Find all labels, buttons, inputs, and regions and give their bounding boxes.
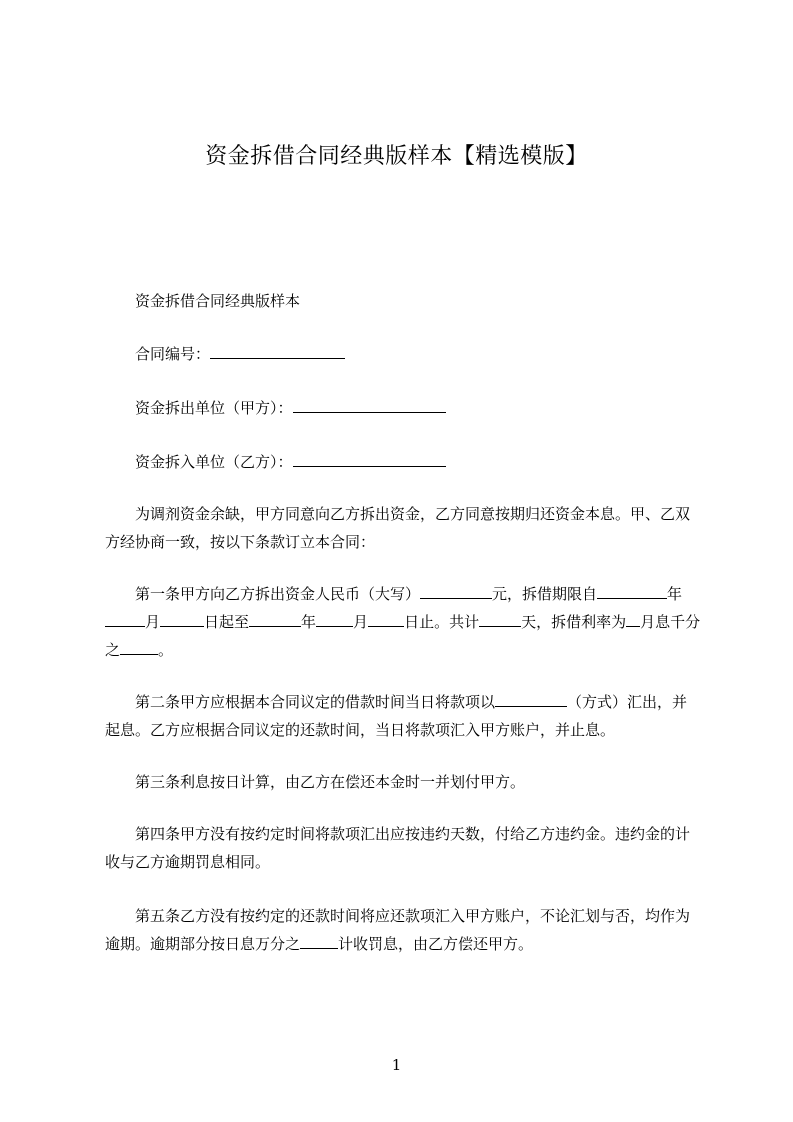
document-subtitle: 资金拆借合同经典版样本 (135, 292, 301, 310)
article-1-text-5: 日起至 (204, 613, 250, 631)
end-month-blank (316, 610, 353, 627)
penalty-rate-blank (300, 932, 338, 949)
article-1-text-3: 年 (667, 585, 683, 603)
contract-number-blank (210, 342, 345, 359)
lender-blank (293, 396, 446, 413)
article-1-paragraph (105, 580, 701, 664)
article-1-text-11: 。 (158, 641, 174, 659)
article-5-text-2: 计收罚息，由乙方偿还甲方。 (338, 935, 534, 953)
end-year-blank (249, 610, 301, 627)
article-5-text-1: 第五条乙方没有按约定的还款时间将应还款项汇入甲方账户，不论汇划与否，均作为逾期。逾期部分按日息万分之 (105, 907, 691, 953)
borrower-label: 资金拆入单位（乙方）： (135, 453, 293, 471)
article-4-paragraph: 第四条甲方没有按约定时间将款项汇出应按违约天数，付给乙方违约金。违约金的计收与乙方逾期罚息相同。 (105, 825, 691, 871)
article-1-text-9: 天，拆借利率为 (521, 613, 627, 631)
article-2-text-2: （方式）汇出，并起息。乙方应根据合同议定的还款时间，当日将款项汇入甲方账户，并止息。 (105, 693, 688, 739)
article-1-text-4: 月 (145, 613, 161, 631)
intro-paragraph: 为调剂资金余缺，甲方同意向乙方拆出资金，乙方同意按期归还资金本息。甲、乙双方经协商一致，按以下条款订立本合同： (105, 505, 691, 551)
article-1-text-2: 元，拆借期限自 (492, 585, 598, 603)
amount-blank (420, 582, 492, 599)
article-2-paragraph (105, 688, 701, 744)
borrower-blank (293, 450, 446, 467)
start-day-blank (160, 610, 204, 627)
end-day-blank (368, 610, 404, 627)
document-title: 资金拆借合同经典版样本【精选模版】 (205, 144, 588, 169)
total-days-blank (479, 610, 521, 627)
rate-permille-blank (120, 638, 158, 655)
rate-blank (626, 610, 640, 627)
article-1-text-1: 第一条甲方向乙方拆出资金人民币（大写） (135, 585, 421, 603)
contract-number-line (135, 340, 695, 368)
article-2-text-1: 第二条甲方应根据本合同议定的借款时间当日将款项以 (135, 693, 496, 711)
lender-line (135, 394, 695, 422)
article-1-text-6: 年 (301, 613, 317, 631)
article-3-paragraph: 第三条利息按日计算，由乙方在偿还本金时一并划付甲方。 (135, 773, 526, 791)
borrower-line (135, 448, 695, 476)
start-year-blank (597, 582, 667, 599)
article-1-text-10: 月息千分之 (105, 613, 701, 659)
article-5-paragraph (105, 902, 701, 958)
article-1-text-7: 月 (353, 613, 369, 631)
contract-number-label: 合同编号： (135, 345, 211, 363)
start-month-blank (105, 610, 145, 627)
lender-label: 资金拆出单位（甲方）： (135, 399, 293, 417)
article-1-text-8: 日止。共计 (404, 613, 480, 631)
page-number: 1 (391, 1056, 402, 1074)
transfer-method-blank (495, 690, 567, 707)
